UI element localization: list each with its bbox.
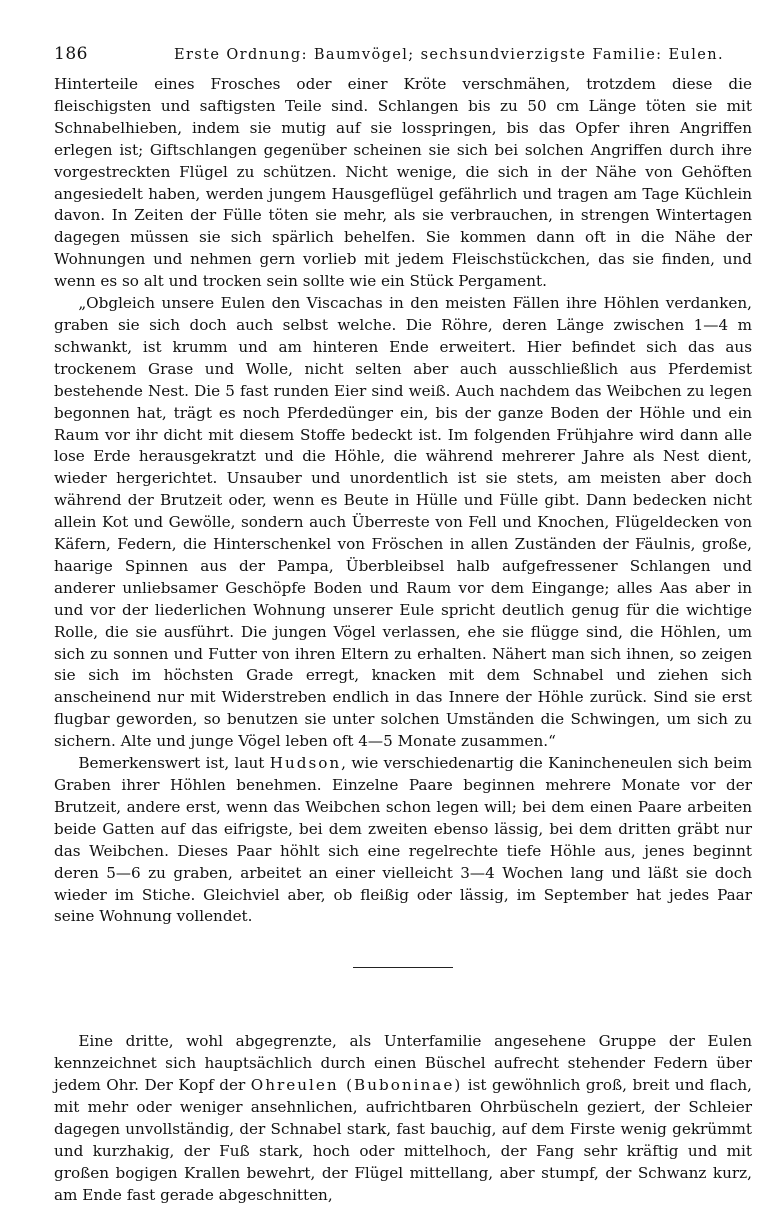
page-number: 186: [54, 44, 88, 64]
paragraph-continued: Hinterteile eines Frosches oder einer Kröte verschmähen, trotzdem diese die fleischigsten und saftigsten Teile sind. Schlangen bis zu 50 cm Länge töten sie mit Schnabelhieben, indem sie mutig auf sie losspringen, bis das Opfer ihren Angriffen erlegen ist; Giftschlangen gegenüber scheinen sie sich bei solchen Angriffen durch ihre vorgestreckten Flügel zu schützen. Nicht wenige, die sich in der Nähe von Gehöften angesiedelt haben, werden jungem Hausgeflügel gefährlich und tragen am Tage Küchlein davon. In Zeiten der Fülle töten sie mehr, als sie verbrauchen, in strengen Wintertagen dagegen müssen sie sich spärlich behelfen. Sie kommen dann oft in die Nähe der Wohnungen und nehmen gern vorlieb mit jedem Fleischstückchen, das sie finden, und wenn es so alt und trocken sein sollte wie ein Stück Pergament.: [54, 75, 752, 291]
section-divider: [353, 967, 453, 968]
paragraph-hudson: [54, 753, 752, 928]
first-text-block: [54, 74, 752, 928]
paragraph-text: Eine dritte, wohl abgegrenzte, als Unterfamilie angesehene Gruppe der Eulen kennzeichnet sich hauptsächlich durch einen Büschel aufrecht stehender Federn über jedem Ohr. Der Kopf der: [54, 1032, 752, 1095]
paragraph-buboninae: [54, 1031, 752, 1206]
book-page: [54, 44, 752, 1207]
taxon-name: Ohreulen (Buboninae): [250, 1076, 463, 1095]
paragraph-quotation: „Obgleich unsere Eulen den Viscachas in den meisten Fällen ihre Höhlen verdanken, graben sie sich doch auch selbst welche. Die Röhre, deren Länge zwischen 1—4 m schwankt, ist krumm und am hinteren Ende erweitert. Hier befindet sich das aus trockenem Grase und Wolle, nicht selten aber auch ausschließlich aus Pferdemist bestehende Nest. Die 5 fast runden Eier sind weiß. Auch nachdem das Weibchen zu legen begonnen hat, trägt es noch Pferdedünger ein, bis der ganze Boden der Höhle und ein Raum vor ihr dicht mit diesem Stoffe bedeckt ist. Im folgenden Frühjahre wird dann alle lose Erde herausgekratzt und die Höhle, die während mehrerer Jahre als Nest dient, wieder hergerichtet. Unsauber und unordentlich ist sie stets, am meisten aber doch während der Brutzeit oder, wenn es Beute in Hülle und Fülle gibt. Dann bedecken nicht allein Kot und Gewölle, sondern auch Überreste von Fell und Knochen, Flügeldecken von Käfern, Federn, die Hinterschenkel von Fröschen in allen Zuständen der Fäulnis, große, haarige Spinnen aus der Pampa, Überbleibsel halb aufgefressener Schlangen und anderer unliebsamer Geschöpfe Boden und Raum vor dem Eingange; alles Aas aber in und vor der liederlichen Wohnung unserer Eule spricht deutlich genug für die wichtige Rolle, die sie ausführt. Die jungen Vögel verlassen, ehe sie flügge sind, die Höhlen, um sich zu sonnen und Futter von ihren Eltern zu erhalten. Nähert man sich ihnen, so zeigen sie sich im höchsten Grade erregt, knacken mit dem Schnabel und ziehen sich anscheinend nur mit Widerstreben endlich in das Innere der Höhle zurück. Sind sie erst flugbar geworden, so benutzen sie unter solchen Umständen die Schwingen, um sich zu sichern. Alte und junge Vögel leben oft 4—5 Monate zusammen.“: [54, 294, 752, 751]
second-text-block: [54, 1031, 752, 1206]
running-title: Erste Ordnung: Baumvögel; sechsundvierzigste Familie: Eulen.: [174, 47, 724, 63]
paragraph-text: Bemerkenswert ist, laut: [78, 754, 270, 773]
running-header: [54, 44, 752, 74]
author-name: Hudson: [269, 754, 342, 773]
paragraph-text: , wie verschiedenartig die Kanincheneulen sich beim Graben ihrer Höhlen benehmen. Einzelne Paare beginnen mehrere Monate vor der Brutzeit, andere erst, wenn das Weibchen schon legen will; bei dem einen Paare arbeiten beide Gatten auf das eifrigste, bei dem zweiten ebenso lässig, bei dem dritten gräbt nur das Weibchen. Dieses Paar höhlt sich eine regelrechte tiefe Höhle aus, jenes beginnt deren 5—6 zu graben, arbeitet an einer vielleicht 3—4 Wochen lang und läßt sie doch wieder im Stiche. Gleichviel aber, ob fleißig oder lässig, im September hat jedes Paar seine Wohnung vollendet.: [54, 754, 752, 926]
paragraph-text: ist gewöhnlich groß, breit und flach, mit mehr oder weniger ansehnlichen, aufrichtbaren Ohrbüscheln geziert, der Schleier dagegen unvollständig, der Schnabel stark, fast bauchig, auf dem Firste wenig gekrümmt und kurzhakig, der Fuß stark, hoch oder mittelhoch, der Fang sehr kräftig und mit großen bogigen Krallen bewehrt, der Flügel mittellang, aber stumpf, der Schwanz kurz, am Ende fast gerade abgeschnitten,: [54, 1076, 753, 1204]
